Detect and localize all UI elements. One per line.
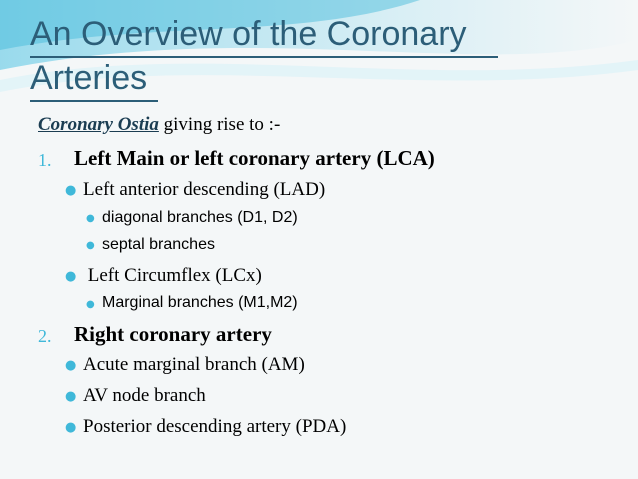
list-item-diagonal: diagonal branches (D1, D2) — [102, 209, 298, 226]
list-item-lcx: Left Circumflex (LCx) — [83, 265, 262, 286]
bullet-icon: ● — [86, 240, 95, 251]
intro-term: Coronary Ostia — [38, 114, 159, 135]
list-item-marginal: Marginal branches (M1,M2) — [102, 294, 298, 311]
list-item-av-node: AV node branch — [83, 385, 206, 406]
intro-line — [38, 114, 280, 136]
list-item-lca: Left Main or left coronary artery (LCA) — [74, 146, 435, 170]
list-number-1: 1. — [38, 150, 52, 170]
list-item-rca: Right coronary artery — [74, 322, 272, 346]
bullet-icon: ● — [86, 213, 95, 224]
list-number-2: 2. — [38, 326, 52, 346]
bullet-icon: ● — [65, 183, 77, 198]
bullet-icon: ● — [86, 299, 95, 310]
list-item-am: Acute marginal branch (AM) — [83, 354, 305, 375]
slide-title-line-1: An Overview of the Coronary — [30, 15, 467, 53]
bullet-icon: ● — [65, 269, 77, 284]
list-item-lad: Left anterior descending (LAD) — [83, 179, 326, 200]
bullet-icon: ● — [65, 389, 77, 404]
list-item-septal: septal branches — [102, 236, 215, 253]
bullet-icon: ● — [65, 420, 77, 435]
slide-title-line-2: Arteries — [30, 59, 148, 97]
list-item-pda: Posterior descending artery (PDA) — [83, 416, 347, 437]
intro-rest: giving rise to :- — [158, 114, 281, 135]
bullet-icon: ● — [65, 358, 77, 373]
